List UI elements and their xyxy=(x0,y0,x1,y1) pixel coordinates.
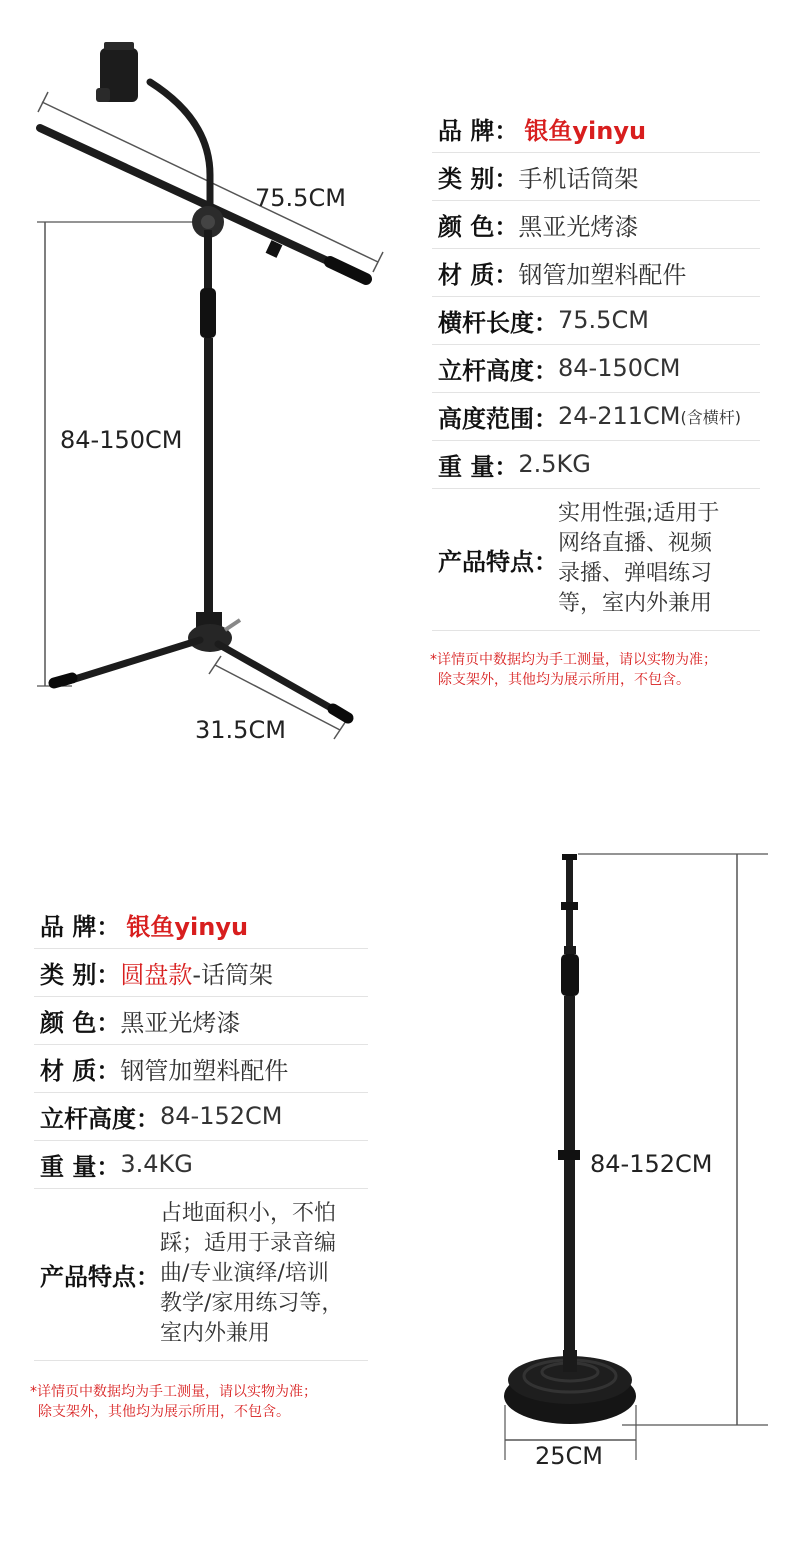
spec-value: 钢管加塑料配件 xyxy=(518,260,687,289)
spec-value: 75.5CM xyxy=(558,306,649,334)
spec-value: 2.5KG xyxy=(518,450,591,478)
spec-value: 黑亚光烤漆 xyxy=(120,1008,241,1037)
spec-row-category xyxy=(432,152,760,201)
boom-length-label: 75.5CM xyxy=(255,184,346,212)
feature-line: 录播、弹唱练习 xyxy=(558,561,713,586)
spec-label: 颜 色： xyxy=(438,212,519,241)
spec-label: 产品特点： xyxy=(40,1262,160,1291)
spec-value-highlight: 圆盘款 xyxy=(120,960,193,989)
spec-row-brand xyxy=(34,900,368,949)
spec-value: 手机话筒架 xyxy=(518,164,639,193)
spec-row-features xyxy=(34,1188,368,1361)
feature-line: 占地面积小，不怕 xyxy=(160,1201,337,1226)
spec-label: 高度范围： xyxy=(438,404,558,433)
spec-label: 材 质： xyxy=(438,260,519,289)
spec-row-boom-length xyxy=(432,296,760,345)
feature-line: 网络直播、视频 xyxy=(558,531,713,556)
spec-row-pole-height xyxy=(432,344,760,393)
feature-text xyxy=(558,499,719,619)
spec-row-color xyxy=(432,200,760,249)
brand-logo: 银鱼yinyu xyxy=(524,116,647,145)
spec-label: 材 质： xyxy=(40,1056,121,1085)
feature-line: 曲/专业演绎/培训 xyxy=(160,1261,329,1286)
spec-value: 84-152CM xyxy=(160,1102,283,1130)
spec-label: 产品特点： xyxy=(438,547,558,576)
feature-text xyxy=(160,1199,343,1349)
feature-line: 实用性强;适用于 xyxy=(558,501,720,526)
spec-row-material xyxy=(432,248,760,297)
spec-label: 立杆高度： xyxy=(40,1104,160,1133)
spec-value: 黑亚光烤漆 xyxy=(518,212,639,241)
feature-line: 室内外兼用 xyxy=(160,1321,271,1346)
height-label-2: 84-152CM xyxy=(590,1150,713,1178)
spec-row-category xyxy=(34,948,368,997)
brand-logo: 银鱼yinyu xyxy=(126,912,249,941)
tripod-boom-stand-illustration xyxy=(0,0,420,760)
spec-label: 类 别： xyxy=(438,164,519,193)
base-width-label-2: 25CM xyxy=(535,1442,604,1470)
spec-row-height-range xyxy=(432,392,760,441)
note-line: *详情页中数据均为手工测量，请以实物为准； xyxy=(430,652,717,668)
spec-label: 颜 色： xyxy=(40,1008,121,1037)
spec-table-2 xyxy=(34,900,368,1360)
spec-row-weight xyxy=(34,1140,368,1189)
spec-table-1 xyxy=(432,104,760,644)
spec-value: 3.4KG xyxy=(120,1150,193,1178)
feature-line: 踩；适用于录音编 xyxy=(160,1231,337,1256)
disclaimer-note-1 xyxy=(430,650,717,690)
feature-line: 教学/家用练习等， xyxy=(160,1291,344,1316)
spec-value: 24-211CM xyxy=(558,402,681,430)
spec-row-color xyxy=(34,996,368,1045)
spec-value: -话筒架 xyxy=(192,960,274,989)
note-line: 除支架外，其他均为展示所用，不包含。 xyxy=(38,1404,290,1420)
spec-row-material xyxy=(34,1044,368,1093)
spec-row-features xyxy=(432,488,760,631)
spec-row-weight xyxy=(432,440,760,489)
spec-value-note: (含横杆) xyxy=(680,407,741,427)
base-width-label: 31.5CM xyxy=(195,716,286,744)
spec-label: 重 量： xyxy=(438,452,519,481)
disclaimer-note-2 xyxy=(30,1382,317,1422)
note-line: *详情页中数据均为手工测量，请以实物为准； xyxy=(30,1384,317,1400)
spec-label: 类 别： xyxy=(40,960,121,989)
spec-row-pole-height xyxy=(34,1092,368,1141)
spec-label: 品 牌： xyxy=(40,912,121,941)
spec-label: 品 牌： xyxy=(438,116,519,145)
spec-label: 横杆长度： xyxy=(438,308,558,337)
spec-label: 重 量： xyxy=(40,1152,121,1181)
spec-value: 钢管加塑料配件 xyxy=(120,1056,289,1085)
spec-row-brand xyxy=(432,104,760,153)
spec-value: 84-150CM xyxy=(558,354,681,382)
height-label: 84-150CM xyxy=(60,426,183,454)
feature-line: 等，室内外兼用 xyxy=(558,591,713,616)
note-line: 除支架外，其他均为展示所用，不包含。 xyxy=(438,672,690,688)
spec-label: 立杆高度： xyxy=(438,356,558,385)
